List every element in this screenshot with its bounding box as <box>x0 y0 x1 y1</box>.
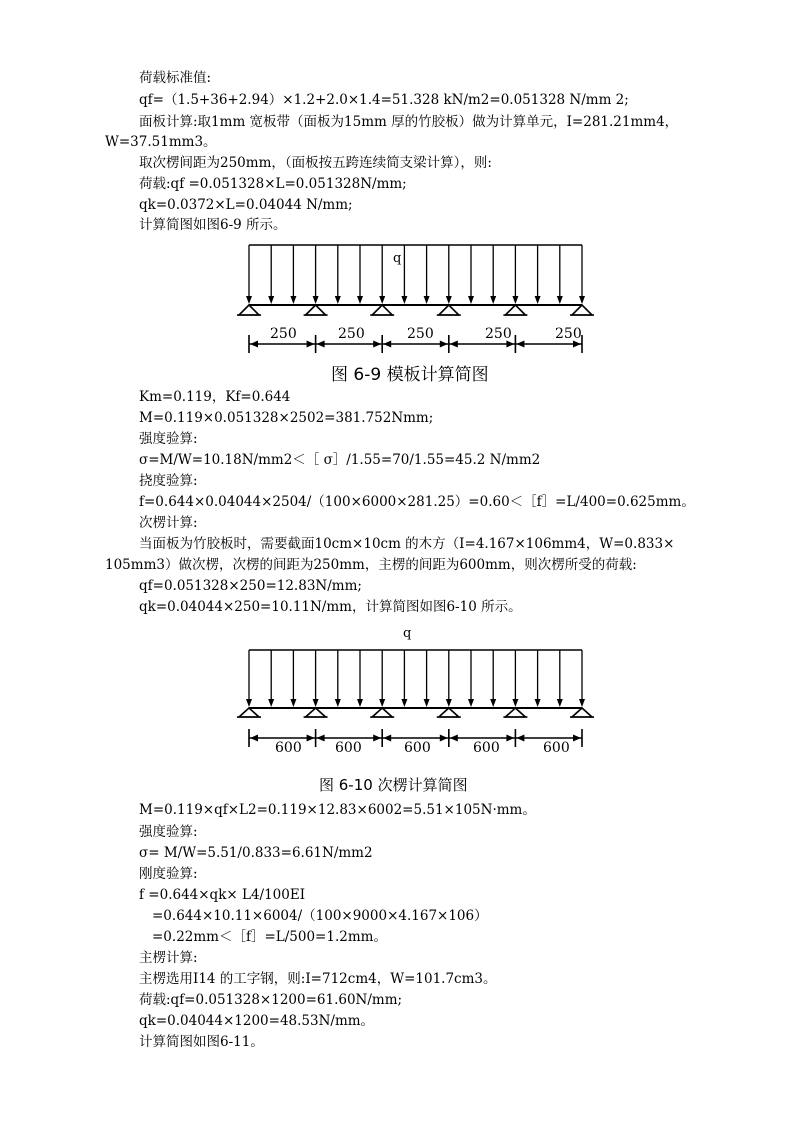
support-triangle <box>372 305 392 315</box>
load-arrow-head <box>535 699 541 707</box>
span-labels <box>275 740 570 756</box>
span-label: 600 <box>543 740 570 756</box>
load-arrow-head <box>446 296 452 304</box>
load-arrow-head <box>290 296 296 304</box>
text-line: qk=0.04044×250=10.11N/mm，计算简图如图6-10 所示。 <box>139 599 522 615</box>
support-triangle <box>572 708 592 717</box>
load-arrow-head <box>579 699 585 707</box>
text-line: f=0.644×0.04044×2504/（100×6000×281.25）=0.60＜［f］=L/400=0.625mm。 <box>139 494 695 510</box>
load-arrow-head <box>490 699 496 707</box>
figure-caption: 图 6-10 次楞计算简图 <box>319 776 468 794</box>
text-line: 荷载标准值: <box>139 70 212 86</box>
dimension-arrow <box>307 341 315 348</box>
load-arrow-head <box>379 699 385 707</box>
dimension-arrow <box>440 735 448 742</box>
load-arrow-head <box>490 296 496 304</box>
text-line: 强度验算: <box>139 824 198 840</box>
span-label: 250 <box>338 326 365 342</box>
text-line: W=37.51mm3。 <box>105 134 217 150</box>
dimension-arrow <box>383 735 391 742</box>
support-triangle <box>439 305 459 315</box>
text-line: 荷载:qf =0.051328×L=0.051328N/mm; <box>139 176 407 192</box>
load-arrow-head <box>535 296 541 304</box>
text-line: 当面板为竹胶板时，需要截面10cm×10cm 的木方（I=4.167×106mm4，W=0.833× <box>139 536 675 552</box>
dimension-arrow <box>307 735 315 742</box>
load-arrow-head <box>468 296 474 304</box>
dimension-arrow <box>516 735 524 742</box>
load-arrow-head <box>557 296 563 304</box>
load-arrow-head <box>401 296 407 304</box>
dimension-arrow <box>573 735 581 742</box>
support-triangle <box>239 708 259 717</box>
load-arrow-head <box>268 296 274 304</box>
support-triangle <box>505 708 525 717</box>
load-arrow-head <box>446 699 452 707</box>
text-line: =0.644×10.11×6004/（100×9000×4.167×106） <box>152 908 488 924</box>
load-arrow-head <box>268 699 274 707</box>
figure-caption: 图 6-9 模板计算简图 <box>331 365 489 385</box>
text-line: M=0.119×qf×L2=0.119×12.83×6002=5.51×105N·mm。 <box>139 802 536 818</box>
load-arrow-head <box>579 296 585 304</box>
load-arrow-head <box>512 699 518 707</box>
dimension-arrow <box>383 341 391 348</box>
text-line: 荷载:qf=0.051328×1200=61.60N/mm; <box>139 992 403 1008</box>
dimension-arrow <box>317 735 325 742</box>
text-line: M=0.119×0.051328×2502=381.752Nmm; <box>139 410 434 426</box>
load-arrow-head <box>335 699 341 707</box>
text-line: qk=0.0372×L=0.04044 N/mm; <box>139 197 353 213</box>
span-label: 250 <box>555 326 582 342</box>
load-label: q <box>403 626 412 641</box>
text-line: 刚度验算: <box>139 866 198 882</box>
text-line: 面板计算:取1mm 宽板带（面板为15mm 厚的竹胶板）做为计算单元，I=281.21mm4， <box>139 114 679 130</box>
load-arrow-head <box>424 296 430 304</box>
text-line: 105mm3）做次楞，次楞的间距为250mm，主楞的间距为600mm，则次楞所受的荷载: <box>105 557 637 573</box>
text-line: 主楞计算: <box>139 950 198 966</box>
load-arrow-head <box>313 296 319 304</box>
text-line: qf=（1.5+36+2.94）×1.2+2.0×1.4=51.328 kN/m2=0.051328 N/mm 2; <box>139 92 629 108</box>
span-label: 600 <box>275 740 302 756</box>
text-line: 挠度验算: <box>139 473 198 489</box>
dimension-arrow <box>250 735 258 742</box>
load-arrow-head <box>557 699 563 707</box>
span-label: 600 <box>335 740 362 756</box>
text-line: Km=0.119，Kf=0.644 <box>139 389 291 405</box>
support-triangle <box>505 305 525 315</box>
dimension-arrow <box>373 341 381 348</box>
text-line: 强度验算: <box>139 431 198 447</box>
support-triangle <box>306 305 326 315</box>
load-arrow-head <box>401 699 407 707</box>
load-arrow-head <box>379 296 385 304</box>
load-arrow-head <box>290 699 296 707</box>
span-label: 250 <box>485 326 512 342</box>
text-line: σ= M/W=5.51/0.833=6.61N/mm2 <box>139 845 373 861</box>
span-labels <box>270 326 582 342</box>
beam-diagram-6-9 <box>0 238 793 356</box>
dimension-arrow <box>516 341 524 348</box>
text-line: 计算简图如图6-11。 <box>139 1034 264 1050</box>
dimension-arrow <box>373 735 381 742</box>
span-label: 600 <box>473 740 500 756</box>
load-arrow-head <box>357 699 363 707</box>
load-arrow-head <box>357 296 363 304</box>
text-line: qf=0.051328×250=12.83N/mm; <box>139 578 362 594</box>
beam-diagram-6-10 <box>0 622 793 762</box>
dimension-arrow <box>450 735 458 742</box>
dimension-arrow <box>506 735 514 742</box>
text-line: f =0.644×qk× L4/100EI <box>139 887 306 903</box>
load-label: q <box>393 251 402 266</box>
support-triangle <box>572 305 592 315</box>
span-label: 600 <box>404 740 431 756</box>
dimension-arrow <box>317 341 325 348</box>
load-arrow-head <box>246 296 252 304</box>
support-triangle <box>372 708 392 717</box>
load-arrow-head <box>512 296 518 304</box>
text-line: qk=0.04044×1200=48.53N/mm。 <box>139 1013 375 1029</box>
span-label: 250 <box>270 326 297 342</box>
load-arrow-head <box>468 699 474 707</box>
load-arrow-head <box>335 296 341 304</box>
support-triangle <box>306 708 326 717</box>
span-label: 250 <box>407 326 434 342</box>
support-triangle <box>239 305 259 315</box>
load-arrow-head <box>313 699 319 707</box>
dimension-arrow <box>440 341 448 348</box>
text-line: 取次楞间距为250mm，（面板按五跨连续简支梁计算），则: <box>139 155 492 171</box>
support-triangle <box>439 708 459 717</box>
load-arrow-head <box>424 699 430 707</box>
dimension-arrow <box>250 341 258 348</box>
text-line: 主楞选用I14 的工字钢，则:I=712cm4，W=101.7cm3。 <box>139 971 497 987</box>
load-arrow-head <box>246 699 252 707</box>
text-line: σ=M/W=10.18N/mm2＜［ σ］/1.55=70/1.55=45.2 N/mm2 <box>139 452 541 468</box>
text-line: 计算简图如图6-9 所示。 <box>139 217 287 233</box>
dimension-arrow <box>450 341 458 348</box>
text-line: 次楞计算: <box>139 515 198 531</box>
text-line: =0.22mm＜［f］=L/500=1.2mm。 <box>152 929 387 945</box>
